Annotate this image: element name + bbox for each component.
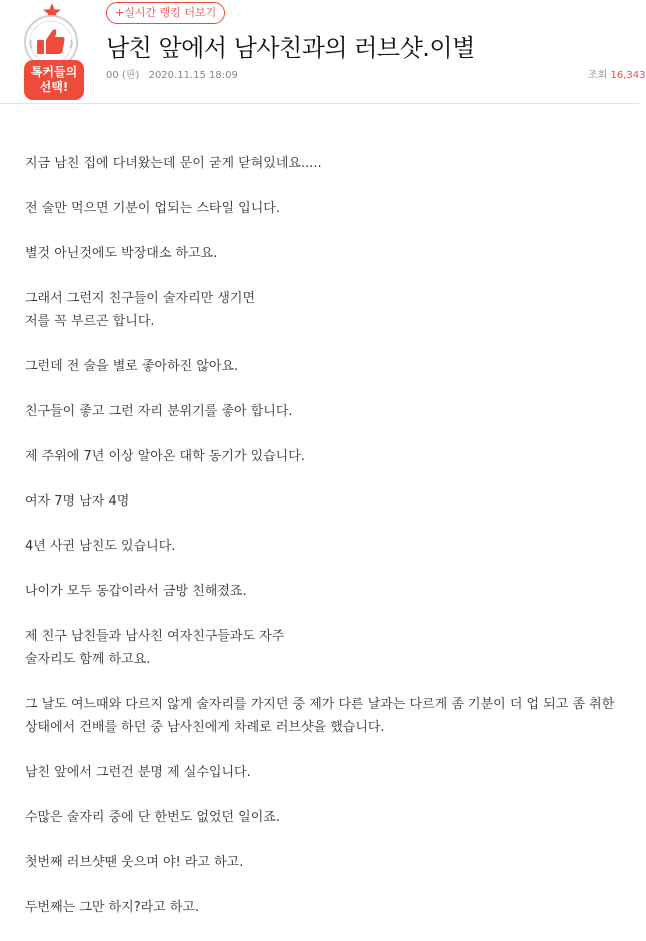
view-count xyxy=(588,66,646,81)
views-number: 16,343 xyxy=(610,70,646,81)
post-date: 2020.11.15 18:09 xyxy=(148,70,238,81)
post-title: 남친 앞에서 남사친과의 러브샷.이별 xyxy=(106,34,475,62)
body-paragraph: 첫번째 러브샷땐 웃으며 야! 라고 하고. xyxy=(25,855,244,870)
body-paragraph: 별것 아닌것에도 박장대소 하고요. xyxy=(25,246,218,261)
badge-label-line1: 톡커들의 xyxy=(30,65,78,79)
body-paragraph: 여자 7명 남자 4명 xyxy=(25,494,130,509)
body-paragraph: 두번째는 그만 하지?라고 하고. xyxy=(25,900,200,915)
body-paragraph: 그래서 그런지 친구들이 술자리만 생기면 저를 꼭 부르곤 합니다. xyxy=(25,291,256,329)
badge-label xyxy=(24,60,84,100)
body-paragraph: 4년 사귄 남친도 있습니다. xyxy=(25,539,176,554)
post-body xyxy=(25,152,625,941)
body-paragraph: 지금 남친 집에 다녀왔는데 문이 굳게 닫혀있네요..... xyxy=(25,156,322,171)
body-paragraph: 제 친구 남친들과 남사친 여자친구들과도 자주 술자리도 함께 하고요. xyxy=(25,629,285,667)
body-paragraph: 그 날도 여느때와 다르지 않게 술자리를 가지던 중 제가 다른 날과는 다르게 좀 기분이 더 업 되고 좀 취한 상태에서 건배를 하던 중 남사친에게 차례로 러브샷을 했습니다. xyxy=(25,697,615,735)
header-divider xyxy=(0,103,639,104)
talkers-choice-badge[interactable] xyxy=(20,2,86,100)
post-meta xyxy=(106,66,238,81)
realtime-ranking-more-link[interactable]: +실시간 랭킹 더보기 xyxy=(106,2,225,24)
post-header xyxy=(0,0,646,120)
author-name[interactable]: 00 xyxy=(106,70,119,81)
body-paragraph: 그런데 전 술을 별로 좋아하진 않아요. xyxy=(25,359,239,374)
body-paragraph: 친구들이 좋고 그런 자리 분위기를 좋아 합니다. xyxy=(25,404,293,419)
edition-label: (판) xyxy=(121,70,140,81)
badge-label-line2: 선택! xyxy=(39,80,69,94)
body-paragraph: 제 주위에 7년 이상 알아온 대학 동기가 있습니다. xyxy=(25,449,305,464)
body-paragraph: 나이가 모두 동갑이라서 금방 친해졌죠. xyxy=(25,584,247,599)
body-paragraph: 남친 앞에서 그런건 분명 제 실수입니다. xyxy=(25,765,251,780)
views-label: 조회 xyxy=(588,70,608,81)
body-paragraph: 수많은 술자리 중에 단 한번도 없었던 일이죠. xyxy=(25,810,280,825)
body-paragraph: 전 술만 먹으면 기분이 업되는 스타일 입니다. xyxy=(25,201,280,216)
